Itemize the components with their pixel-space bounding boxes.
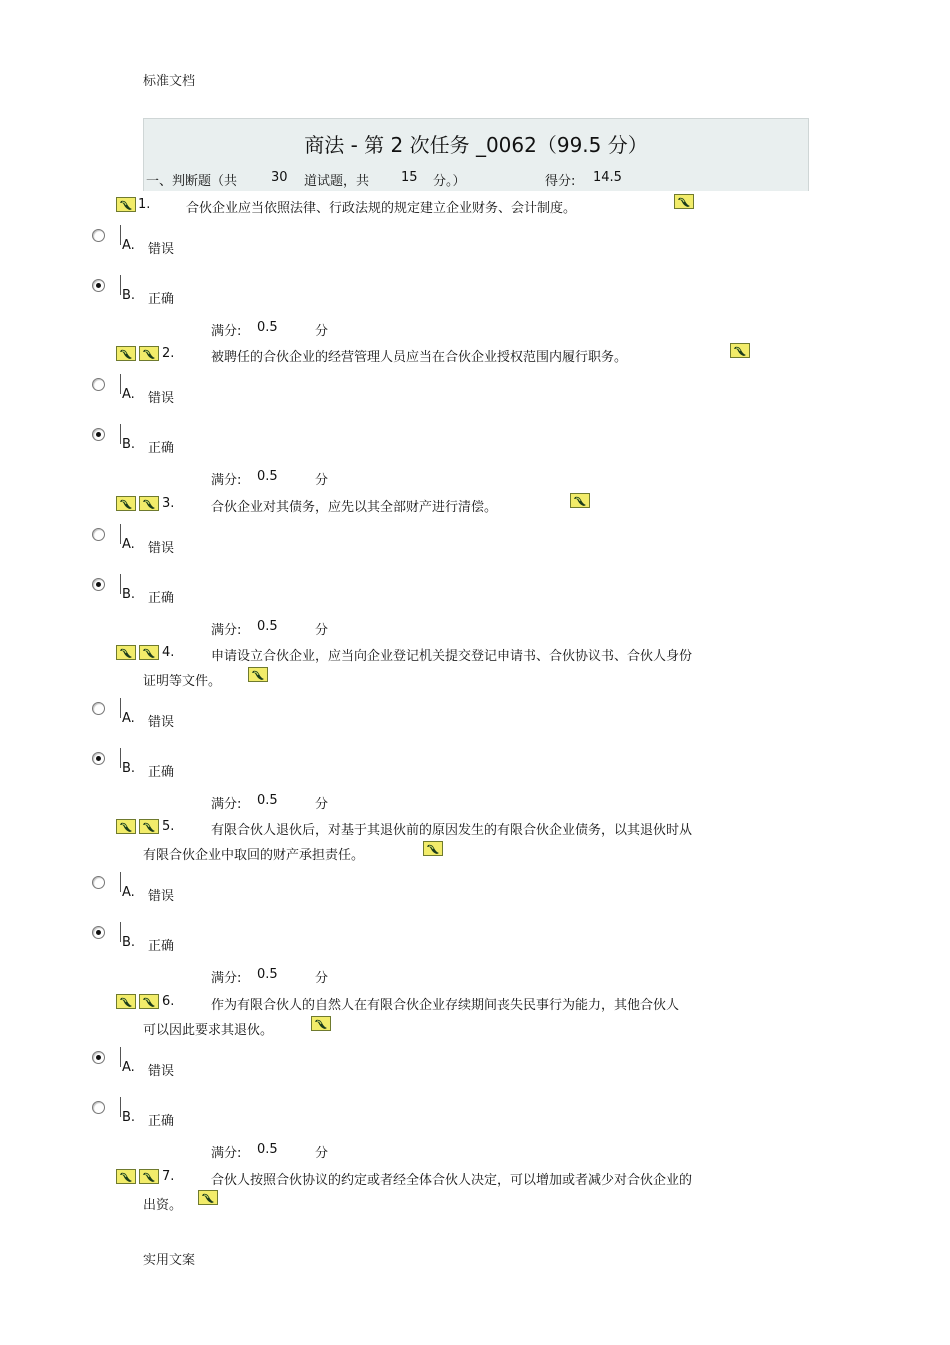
max-score-unit: 分 xyxy=(315,1146,329,1161)
answer-flag-icon[interactable] xyxy=(423,841,443,856)
option-b-radio[interactable] xyxy=(92,752,105,765)
option-text: 错误 xyxy=(148,1064,175,1079)
option-label: A. xyxy=(122,885,135,900)
answer-flag-icon[interactable] xyxy=(116,994,136,1009)
option-label: B. xyxy=(122,761,136,776)
section-question-unit: 道试题，共 xyxy=(304,174,370,189)
max-score-unit: 分 xyxy=(315,473,329,488)
question-text: 被聘任的合伙企业的经营管理人员应当在合伙企业授权范围内履行职务。 xyxy=(211,350,628,365)
option-label: B. xyxy=(122,437,136,452)
page-title: 商法 - 第 2 次任务 _0062（99.5 分） xyxy=(304,133,648,157)
question-text: 作为有限合伙人的自然人在有限合伙企业存续期间丧失民事行为能力，其他合伙人 xyxy=(211,998,680,1013)
option-divider xyxy=(120,748,121,768)
max-score-label: 满分: xyxy=(211,473,242,488)
question-number: 7. xyxy=(162,1169,175,1184)
max-score-label: 满分: xyxy=(211,623,242,638)
option-text: 正确 xyxy=(148,591,175,606)
option-b-radio[interactable] xyxy=(92,1101,105,1114)
option-label: A. xyxy=(122,711,135,726)
question-number: 2. xyxy=(162,346,175,361)
option-b-radio[interactable] xyxy=(92,428,105,441)
option-text: 错误 xyxy=(148,242,175,257)
answer-flag-icon[interactable] xyxy=(674,194,694,209)
option-text: 错误 xyxy=(148,391,175,406)
max-score-value: 0.5 xyxy=(257,1142,278,1157)
option-divider xyxy=(120,922,121,942)
option-divider xyxy=(120,698,121,718)
option-text: 正确 xyxy=(148,292,175,307)
option-label: A. xyxy=(122,238,135,253)
max-score-label: 满分: xyxy=(211,797,242,812)
section-total-questions: 30 xyxy=(271,170,288,185)
option-label: A. xyxy=(122,537,135,552)
option-divider xyxy=(120,524,121,544)
max-score-label: 满分: xyxy=(211,1146,242,1161)
option-a-radio[interactable] xyxy=(92,528,105,541)
option-label: B. xyxy=(122,288,136,303)
answer-flag-icon[interactable] xyxy=(116,496,136,511)
max-score-value: 0.5 xyxy=(257,469,278,484)
max-score-unit: 分 xyxy=(315,797,329,812)
option-a-radio[interactable] xyxy=(92,229,105,242)
answer-flag-icon[interactable] xyxy=(139,819,159,834)
option-label: B. xyxy=(122,587,136,602)
option-a-radio[interactable] xyxy=(92,876,105,889)
answer-flag-icon[interactable] xyxy=(139,496,159,511)
option-text: 正确 xyxy=(148,1114,175,1129)
option-b-radio[interactable] xyxy=(92,578,105,591)
question-number: 1. xyxy=(138,197,151,212)
question-text: 合伙人按照合伙协议的约定或者经全体合伙人决定，可以增加或者减少对合伙企业的 xyxy=(211,1173,693,1188)
option-text: 错误 xyxy=(148,715,175,730)
section-score-label: 得分: xyxy=(545,174,576,189)
option-b-radio[interactable] xyxy=(92,279,105,292)
option-label: A. xyxy=(122,387,135,402)
option-a-radio[interactable] xyxy=(92,1051,105,1064)
section-points-unit: 分。） xyxy=(433,174,466,189)
question-text: 合伙企业对其债务，应先以其全部财产进行清偿。 xyxy=(211,500,498,515)
option-text: 正确 xyxy=(148,939,175,954)
answer-flag-icon[interactable] xyxy=(116,346,136,361)
answer-flag-icon[interactable] xyxy=(116,645,136,660)
question-number: 5. xyxy=(162,819,175,834)
max-score-value: 0.5 xyxy=(257,967,278,982)
document-header-label: 标准文档 xyxy=(143,74,196,89)
question-text: 合伙企业应当依照法律、行政法规的规定建立企业财务、会计制度。 xyxy=(186,201,577,216)
max-score-value: 0.5 xyxy=(257,320,278,335)
option-divider xyxy=(120,872,121,892)
question-number: 3. xyxy=(162,496,175,511)
option-divider xyxy=(120,424,121,444)
option-b-radio[interactable] xyxy=(92,926,105,939)
max-score-label: 满分: xyxy=(211,971,242,986)
answer-flag-icon[interactable] xyxy=(730,343,750,358)
section-score-value: 14.5 xyxy=(593,170,622,185)
option-divider xyxy=(120,275,121,295)
question-text-continued: 出资。 xyxy=(143,1198,183,1213)
section-label: 一、判断题（共 xyxy=(146,174,238,189)
option-label: B. xyxy=(122,935,136,950)
option-text: 正确 xyxy=(148,765,175,780)
question-number: 4. xyxy=(162,645,175,660)
answer-flag-icon[interactable] xyxy=(139,1169,159,1184)
answer-flag-icon[interactable] xyxy=(139,994,159,1009)
task-header xyxy=(143,118,809,191)
option-text: 错误 xyxy=(148,541,175,556)
option-text: 正确 xyxy=(148,441,175,456)
answer-flag-icon[interactable] xyxy=(570,493,590,508)
option-divider xyxy=(120,574,121,594)
answer-flag-icon[interactable] xyxy=(198,1190,218,1205)
max-score-value: 0.5 xyxy=(257,793,278,808)
option-divider xyxy=(120,225,121,245)
section-points: 15 xyxy=(401,170,418,185)
answer-flag-icon[interactable] xyxy=(116,1169,136,1184)
answer-flag-icon[interactable] xyxy=(116,197,136,212)
question-text-continued: 有限合伙企业中取回的财产承担责任。 xyxy=(143,848,365,863)
answer-flag-icon[interactable] xyxy=(248,667,268,682)
question-text: 申请设立合伙企业，应当向企业登记机关提交登记申请书、合伙协议书、合伙人身份 xyxy=(211,649,693,664)
option-a-radio[interactable] xyxy=(92,378,105,391)
option-a-radio[interactable] xyxy=(92,702,105,715)
max-score-label: 满分: xyxy=(211,324,242,339)
answer-flag-icon[interactable] xyxy=(116,819,136,834)
option-divider xyxy=(120,1097,121,1117)
question-number: 6. xyxy=(162,994,175,1009)
answer-flag-icon[interactable] xyxy=(139,346,159,361)
question-text: 有限合伙人退伙后，对基于其退伙前的原因发生的有限合伙企业债务，以其退伙时从 xyxy=(211,823,693,838)
answer-flag-icon[interactable] xyxy=(311,1016,331,1031)
max-score-unit: 分 xyxy=(315,324,329,339)
document-footer-label: 实用文案 xyxy=(143,1253,196,1268)
max-score-unit: 分 xyxy=(315,623,329,638)
question-text-continued: 可以因此要求其退伙。 xyxy=(143,1023,274,1038)
max-score-unit: 分 xyxy=(315,971,329,986)
answer-flag-icon[interactable] xyxy=(139,645,159,660)
option-label: B. xyxy=(122,1110,136,1125)
option-label: A. xyxy=(122,1060,135,1075)
option-divider xyxy=(120,374,121,394)
question-text-continued: 证明等文件。 xyxy=(143,674,222,689)
max-score-value: 0.5 xyxy=(257,619,278,634)
option-text: 错误 xyxy=(148,889,175,904)
option-divider xyxy=(120,1047,121,1067)
